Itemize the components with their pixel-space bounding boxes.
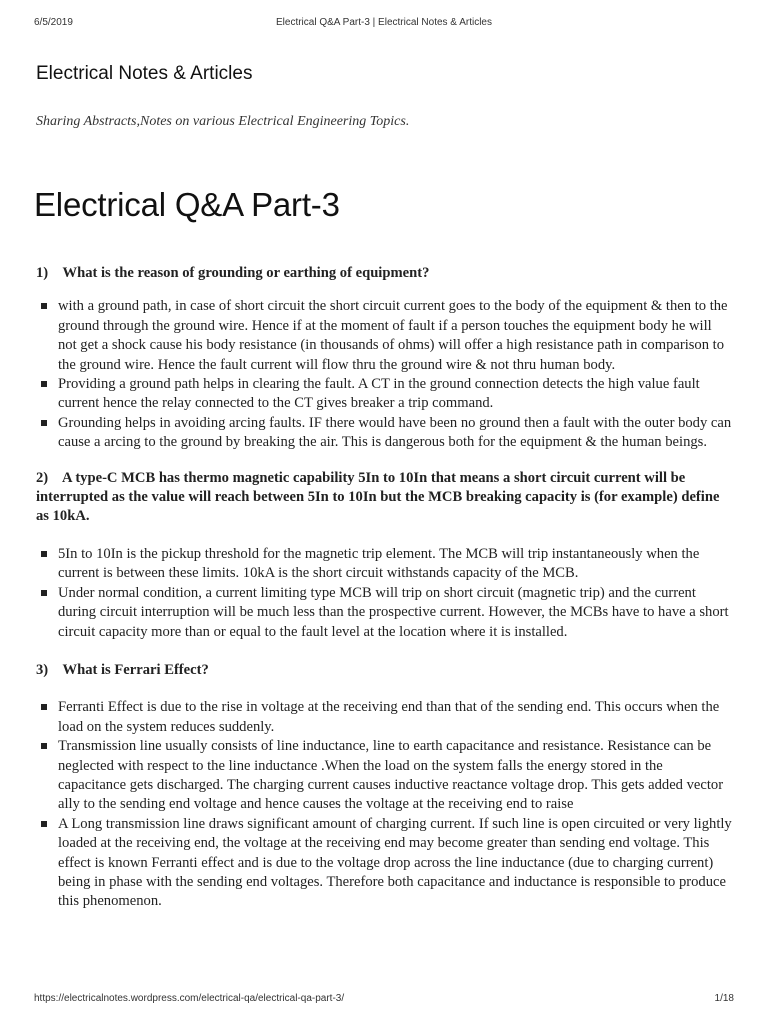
answer-text: Ferranti Effect is due to the rise in voltage at the receiving end than that of the sending end. This occurs when the load on the system reduces suddenly. [58,699,720,735]
bullet-square-icon [41,590,47,596]
list-item [36,375,732,414]
question-1-answers [36,297,732,452]
question-3-answers [36,698,732,911]
print-date: 6/5/2019 [34,17,73,28]
print-url[interactable]: https://electricalnotes.wordpress.com/electrical-qa/electrical-qa-part-3/ [34,993,345,1004]
list-item [36,584,732,642]
site-tagline: Sharing Abstracts,Notes on various Electrical Engineering Topics. [36,114,410,129]
question-2-title: 2) A type-C MCB has thermo magnetic capability 5In to 10In that means a short circuit current will be interrupted as the value will reach between 5In to 10In but the MCB breaking capacity is (for example) define as 10kA. [36,469,724,525]
bullet-square-icon [41,551,47,557]
page-counter: 1/18 [714,993,734,1004]
bullet-square-icon [41,381,47,387]
post-title: Electrical Q&A Part-3 [34,186,340,223]
bullet-square-icon [41,704,47,710]
list-item [36,815,732,912]
list-item [36,414,732,453]
answer-text: 5In to 10In is the pickup threshold for the magnetic trip element. The MCB will trip instantaneously when the current is between these limits. 10kA is the short circuit withstands capacity of the MCB. [58,545,700,582]
question-1-title: 1) What is the reason of grounding or earthing of equipment? [36,265,430,281]
question-3-title: 3) What is Ferrari Effect? [36,661,209,678]
answer-text: Under normal condition, a current limiting type MCB will trip on short circuit (magnetic trip) and the current during circuit interruption will be much less than the prospective current. However, the MCBs have to have a short circuit capacity more than or equal to the fault level at the location where it is installed. [58,584,729,640]
bullet-square-icon [41,821,47,827]
list-item [36,297,732,375]
print-header [34,17,734,31]
post-content [36,264,732,912]
print-page-title: Electrical Q&A Part-3 | Electrical Notes & Articles [275,17,492,28]
print-footer [34,993,734,1007]
answer-text: Grounding helps in avoiding arcing faults. IF there would have been no ground then a fault with the outer body can cause a arcing to the ground by breaking the air. This is dangerous both for the equipment & the human beings. [58,414,732,451]
bullet-square-icon [41,743,47,749]
question-2-answers [36,545,732,642]
bullet-square-icon [41,303,47,309]
answer-text: Providing a ground path helps in clearing the fault. A CT in the ground connection detects the high value fault current hence the relay connected to the CT gives breaker a trip command. [58,376,700,412]
site-title[interactable]: Electrical Notes & Articles [36,63,253,84]
bullet-square-icon [41,420,47,426]
answer-text: Transmission line usually consists of line inductance, line to earth capacitance and resistance. Resistance can be neglected with respect to the line inductance .When the load on the system falls the energy stored in the capacitance gets discharged. The charging current causes inductive reactance voltage drop. This gets added vector ally to the sending end voltage and hence causes the voltage at the receiving end to raise [58,738,724,813]
list-item [36,698,732,737]
list-item [36,737,732,815]
answer-text: with a ground path, in case of short circuit the short circuit current goes to the body of the equipment & then to the ground through the ground wire. Hence if at the moment of fault if a person touches the equipment body he will not get a shock cause his body resistance (in thousands of ohms) will offer a high resistance path in comparison to the ground wire. Hence the fault current will flow thru the ground wire & not thru human body. [58,298,728,373]
list-item [36,545,732,584]
answer-text: A Long transmission line draws significant amount of charging current. If such line is open circuited or very lightly loaded at the receiving end, the voltage at the receiving end may become greater than sending end voltage. This effect is known Ferranti effect and is due to the voltage drop across the line inductance (due to charging current) being in phase with the sending end voltages. Therefore both capacitance and inductance is responsible to produce this phenomenon. [58,815,732,910]
